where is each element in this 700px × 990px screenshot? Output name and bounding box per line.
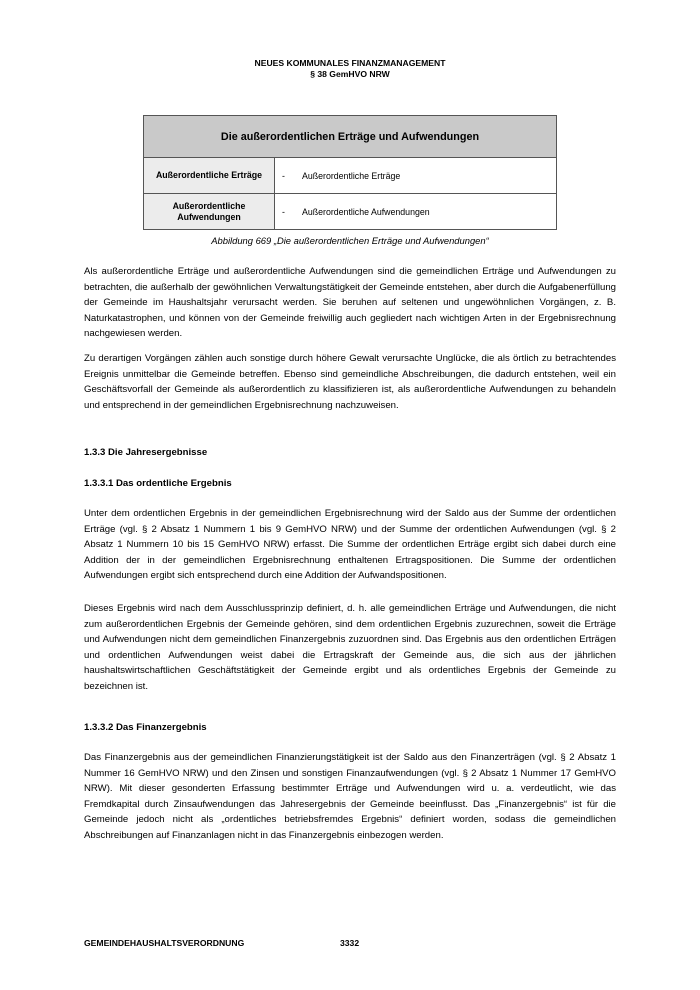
table-row-value: Außerordentliche Aufwendungen xyxy=(302,206,430,217)
table-row xyxy=(144,158,557,194)
heading-annual-results: 1.3.3 Die Jahresergebnisse xyxy=(84,447,208,458)
table-row-value: Außerordentliche Erträge xyxy=(302,170,401,181)
table-row-label: Außerordentliche Aufwendungen xyxy=(144,194,275,230)
header-title: NEUES KOMMUNALES FINANZMANAGEMENT xyxy=(254,58,446,68)
list-dash: - xyxy=(282,170,285,181)
heading-ordinary-result: 1.3.3.1 Das ordentliche Ergebnis xyxy=(84,478,232,489)
list-dash: - xyxy=(282,206,285,217)
footer-title: GEMEINDEHAUSHALTSVERORDNUNG xyxy=(84,938,245,948)
paragraph-extraordinary-definition: Als außerordentliche Erträge und außerordentliche Aufwendungen sind die gemeindlichen Erträge und Aufwendungen zu betrachten, die außerhalb der gewöhnlichen Verwaltungstätigkeit der Gemeinde entstehen, aber durch die Aufgabenerfüllung der Gemeinde im Haushaltsjahr verursacht werden. Sie beruhen auf seltenen und ungewöhnlichen Vorgängen, z. B. Naturkatastrophen, und können von der Gemeinde freiwillig auch gegliedert nach wichtigen Arten in der Ergebnisrechnung nachgewiesen werden. xyxy=(84,266,616,340)
paragraph-financial-result: Das Finanzergebnis aus der gemeindlichen Finanzierungstätigkeit ist der Saldo aus den Finanzerträgen (vgl. § 2 Absatz 1 Nummer 16 GemHVO NRW) und den Zinsen und sonstigen Finanzaufwendungen (vgl. § 2 Absatz 1 Nummer 17 GemHVO NRW). Mit dieser gesonderten Erfassung bestimmter Erträge und Aufwendungen wird u. a. verdeutlicht, wie das Fremdkapital durch Zinsaufwendungen das Jahresergebnis der Gemeinde beeinflusst. Das „Finanzergebnis“ ist für die Gemeinde jedoch nicht als „ordentliches betriebsfremdes Ergebnis“ definiert worden, sodass die gemeindlichen Abschreibungen auf Finanzanlagen nicht in das Finanzergebnis einbezogen werden. xyxy=(84,752,616,841)
paragraph-ordinary-result: Unter dem ordentlichen Ergebnis in der gemeindlichen Ergebnisrechnung wird der Saldo aus der Summe der ordentlichen Erträge (vgl. § 2 Absatz 1 Nummern 1 bis 9 GemHVO NRW) und der Summe der ordentlichen Aufwendungen (vgl. § 2 Absatz 1 Nummern 10 bis 15 GemHVO NRW) erfasst. Die Summe der ordentlichen Erträge ergibt sich dabei durch eine Addition der in der gemeindlichen Ergebnisrechnung enthaltenen Ertragspositionen. Die Summe der ordentlichen Aufwendungen ergibt sich entsprechend durch eine Addition der Aufwandspositionen. xyxy=(84,508,616,582)
paragraph-exclusion-principle: Dieses Ergebnis wird nach dem Ausschlussprinzip definiert, d. h. alle gemeindlichen Erträge und Aufwendungen, die nicht zum außerordentlichen Ergebnis der Gemeinde gehören, sind dem ordentlichen Ergebnis zuzurechnen, soweit die Erträge und Aufwendungen nicht dem gemeindlichen Finanzergebnis zuzuordnen sind. Das Ergebnis aus den ordentlichen Erträgen und ordentlichen Aufwendungen weist dabei die Ertragskraft der Gemeinde aus, die sich aus der jährlichen haushaltswirtschaftlichen Geschäftstätigkeit der Gemeinde ergibt und als ordentliches Ergebnis der Gemeinde zu bezeichnen ist. xyxy=(84,603,616,692)
page-number: 3332 xyxy=(340,938,360,948)
paragraph-extraordinary-examples: Zu derartigen Vorgängen zählen auch sonstige durch höhere Gewalt verursachte Unglücke, die als örtlich zu betrachtendes Ereignis unmittelbar die Gemeinde betreffen. Ebenso sind gemeindliche Abschreibungen, die dadurch entstehen, weil ein Geschäftsvorfall der Gemeinde als außerordentlich zu klassifizieren ist, als außerordentliche Aufwendungen zu behandeln und entsprechend in der gemeindlichen Ergebnisrechnung nachzuweisen. xyxy=(84,353,616,411)
table-title: Die außerordentlichen Erträge und Aufwendungen xyxy=(144,116,557,158)
page-header xyxy=(0,58,700,80)
overview-table xyxy=(143,115,557,230)
header-subtitle: § 38 GemHVO NRW xyxy=(310,69,390,79)
table-row-label: Außerordentliche Erträge xyxy=(144,158,275,194)
heading-financial-result: 1.3.3.2 Das Finanzergebnis xyxy=(84,722,207,733)
figure-caption: Abbildung 669 „Die außerordentlichen Erträge und Aufwendungen“ xyxy=(211,235,489,246)
table-row xyxy=(144,194,557,230)
